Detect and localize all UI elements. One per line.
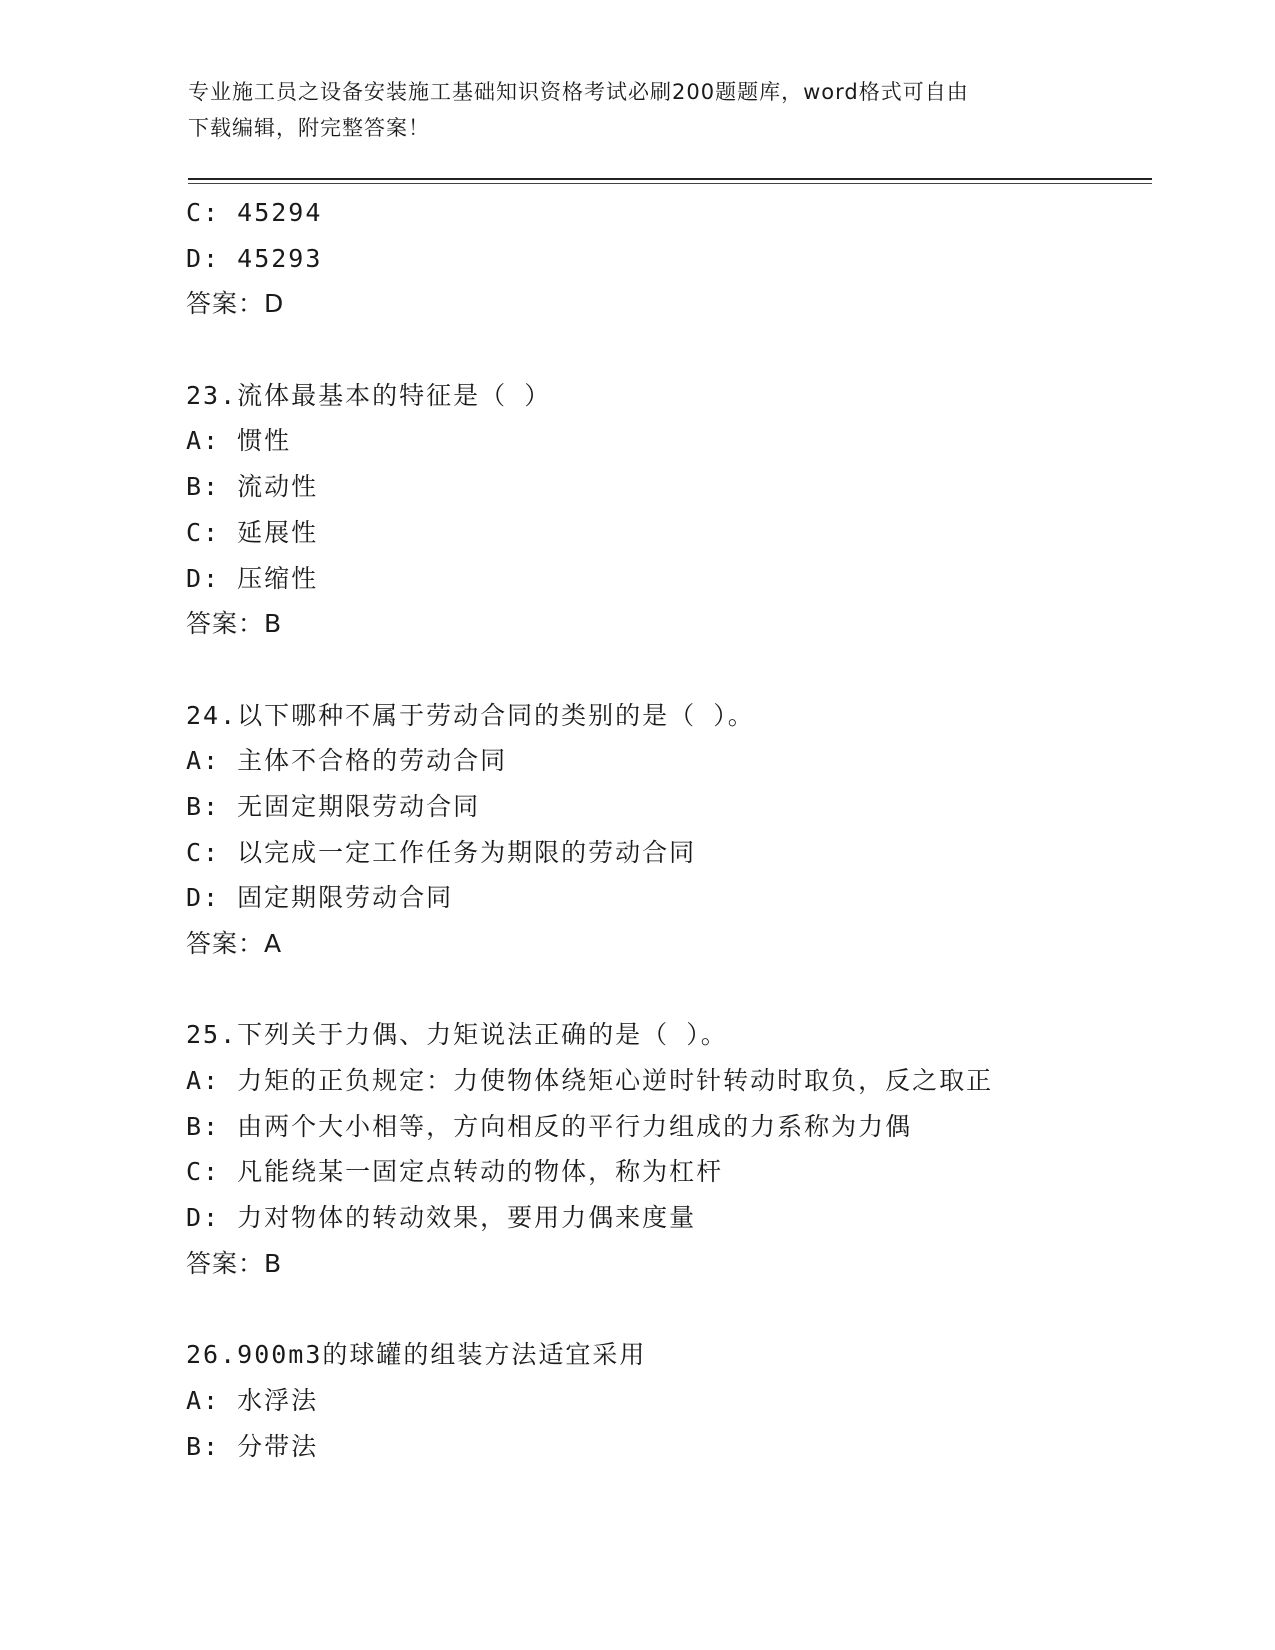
answer-line: 答案：B	[186, 609, 283, 639]
option-d: D: 45293	[186, 243, 323, 273]
question-list	[186, 190, 1166, 1469]
header-divider-thick	[188, 178, 1152, 180]
option-c: C: 以完成一定工作任务为期限的劳动合同	[186, 837, 697, 867]
option-b: B: 由两个大小相等，方向相反的平行力组成的力系称为力偶	[186, 1111, 913, 1141]
option-d: D: 固定期限劳动合同	[186, 883, 454, 913]
document-header	[188, 74, 1088, 146]
option-a: A: 惯性	[186, 426, 292, 456]
option-d: D: 力对物体的转动效果，要用力偶来度量	[186, 1203, 697, 1233]
header-line-2: 下载编辑，附完整答案！	[188, 116, 430, 140]
question-stem: 24.以下哪种不属于劳动合同的类别的是（ ）。	[186, 700, 755, 730]
question-stem: 25.下列关于力偶、力矩说法正确的是（ ）。	[186, 1020, 728, 1050]
question-stem: 23.流体最基本的特征是（ ）	[186, 380, 552, 410]
header-line-1: 专业施工员之设备安装施工基础知识资格考试必刷200题题库，word格式可自由	[188, 80, 969, 104]
option-c: C: 45294	[186, 198, 323, 227]
option-a: A: 主体不合格的劳动合同	[186, 746, 508, 776]
answer-line: 答案：D	[186, 289, 285, 319]
option-c: C: 凡能绕某一固定点转动的物体，称为杠杆	[186, 1157, 724, 1187]
question-stem: 26.900m3的球罐的组装方法适宜采用	[186, 1340, 647, 1370]
option-a: A: 力矩的正负规定：力使物体绕矩心逆时针转动时取负，反之取正	[186, 1066, 994, 1096]
option-d: D: 压缩性	[186, 563, 319, 593]
option-a: A: 水浮法	[186, 1385, 319, 1415]
option-b: B: 分带法	[186, 1431, 319, 1461]
answer-line: 答案：A	[186, 929, 283, 958]
option-b: B: 流动性	[186, 472, 319, 502]
answer-line: 答案：B	[186, 1248, 283, 1278]
header-divider-thin	[188, 183, 1152, 184]
option-b: B: 无固定期限劳动合同	[186, 791, 481, 821]
option-c: C: 延展性	[186, 517, 319, 547]
